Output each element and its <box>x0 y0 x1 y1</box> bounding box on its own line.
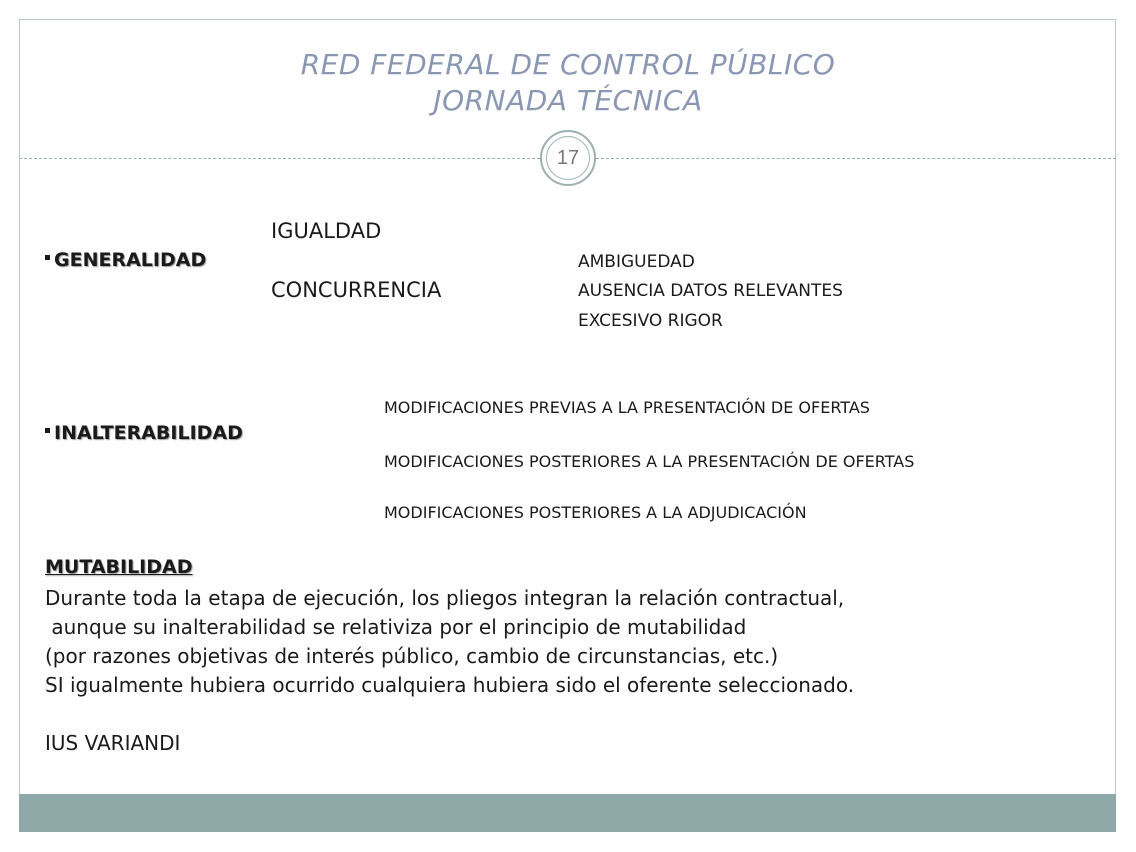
footer-bar <box>19 794 1116 832</box>
header-divider-left <box>19 158 540 159</box>
mutabilidad-line-2: aunque su inalterabilidad se relativiza por el principio de mutabilidad <box>45 615 747 639</box>
slide-title-line1: RED FEDERAL DE CONTROL PÚBLICO <box>300 48 836 81</box>
page-number: 17 <box>546 136 590 180</box>
mutabilidad-line-4: SI igualmente hubiera ocurrido cualquiera hubiera sido el oferente seleccionado. <box>45 673 855 697</box>
generalidad-heading <box>45 249 206 271</box>
header-divider-right <box>596 158 1116 159</box>
principle-igualdad: IGUALDAD <box>271 219 382 243</box>
inalterabilidad-heading <box>45 422 243 444</box>
issue-excesivo-rigor: EXCESIVO RIGOR <box>578 311 723 331</box>
square-bullet-icon <box>45 428 50 433</box>
mutabilidad-line-1: Durante toda la etapa de ejecución, los pliegos integran la relación contractual, <box>45 586 845 610</box>
mutabilidad-heading: MUTABILIDAD <box>45 556 193 578</box>
generalidad-heading-text: GENERALIDAD <box>54 249 207 271</box>
modificaciones-posteriores-ofertas: MODIFICACIONES POSTERIORES A LA PRESENTACIÓN DE OFERTAS <box>384 452 915 471</box>
issue-ausencia-datos: AUSENCIA DATOS RELEVANTES <box>578 281 843 301</box>
modificaciones-posteriores-adjudicacion: MODIFICACIONES POSTERIORES A LA ADJUDICACIÓN <box>384 503 807 522</box>
inalterabilidad-heading-text: INALTERABILIDAD <box>54 422 243 444</box>
issue-ambiguedad: AMBIGUEDAD <box>578 252 695 272</box>
modificaciones-previas: MODIFICACIONES PREVIAS A LA PRESENTACIÓN DE OFERTAS <box>384 398 870 417</box>
mutabilidad-line-3: (por razones objetivas de interés público, cambio de circunstancias, etc.) <box>45 644 779 668</box>
principle-concurrencia: CONCURRENCIA <box>271 278 442 302</box>
square-bullet-icon <box>45 255 50 260</box>
page-number-badge <box>540 130 596 186</box>
slide-title-line2: JORNADA TÉCNICA <box>433 84 703 117</box>
ius-variandi: IUS VARIANDI <box>45 731 181 755</box>
